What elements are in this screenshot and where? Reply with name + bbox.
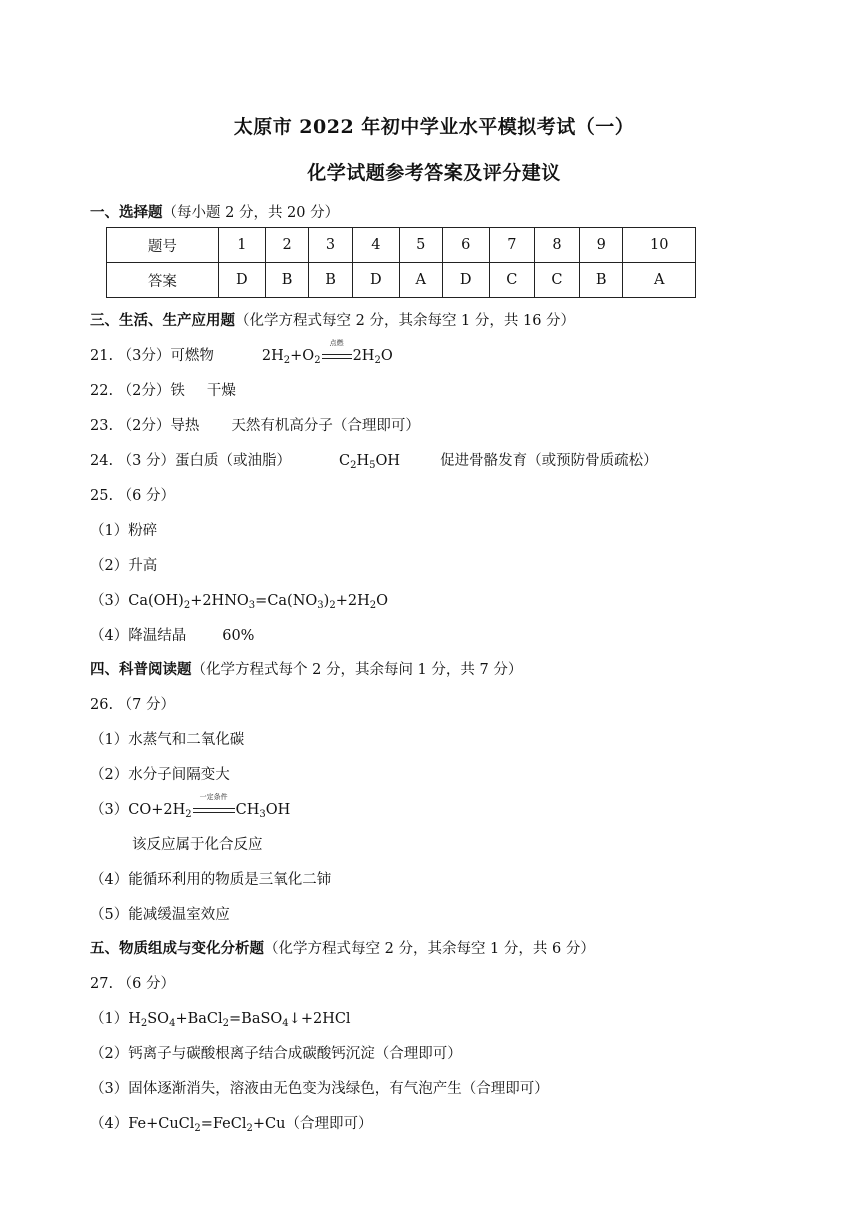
section-3-heading xyxy=(90,309,575,330)
table-row-numbers xyxy=(107,228,696,263)
answer-cell: D xyxy=(442,263,489,298)
q25-part-1: （1）粉碎 xyxy=(90,523,158,539)
section-5-note: （化学方程式每空 2 分，其余每空 1 分，共 6 分） xyxy=(264,941,595,957)
answer-cell: D xyxy=(218,263,265,298)
section-5-title: 五、物质组成与变化分析题 xyxy=(90,940,264,957)
answer-table xyxy=(106,227,696,298)
q27-head: 27. （6 分） xyxy=(90,976,176,992)
q22-head: 22. （2分）铁 xyxy=(90,383,185,399)
q22-line xyxy=(90,379,236,400)
q25-part-3: $(3)Ca(OH)_2+2HNO_3=Ca(NO_3)_2+2H_2O$ xyxy=(90,593,389,611)
question-number: 6 xyxy=(442,228,489,263)
answer-cell: A xyxy=(399,263,442,298)
answer-cell: B xyxy=(309,263,352,298)
answer-cell: B xyxy=(580,263,623,298)
q25-part-2: （2）升高 xyxy=(90,558,158,574)
q24-formula: $C_2H_5OH$ xyxy=(339,453,401,471)
q26-part-2: （2）水分子间隔变大 xyxy=(90,767,230,783)
section-3-note: （化学方程式每空 2 分，其余每空 1 分，共 16 分） xyxy=(235,313,576,329)
question-number: 10 xyxy=(623,228,696,263)
answer-cell: C xyxy=(489,263,534,298)
q22-answer-2: 干燥 xyxy=(206,383,236,399)
condition-label: 点燃 xyxy=(329,339,344,347)
q27-part-4: （4）Fe+CuCl$_2$=FeCl$_2$+Cu（合理即可） xyxy=(90,1116,373,1134)
section-4-note: （化学方程式每个 2 分，其余每问 1 分，共 7 分） xyxy=(191,662,523,678)
q26-part-3-note: 该反应属于化合反应 xyxy=(132,837,263,853)
row-label-number: 题号 xyxy=(107,228,219,263)
q26-part-5: （5）能减缓温室效应 xyxy=(90,907,230,923)
q26-head: 26. （7 分） xyxy=(90,697,176,713)
q23-line xyxy=(90,414,420,435)
q24-head: 24. （3 分）蛋白质（或油脂） xyxy=(90,453,292,469)
exam-subtitle: 化学试题参考答案及评分建议 xyxy=(307,162,561,184)
condition-label: 一定条件 xyxy=(199,793,228,801)
question-number: 3 xyxy=(309,228,352,263)
q26-part-4: （4）能循环利用的物质是三氧化二铈 xyxy=(90,872,332,888)
q25-head: 25. （6 分） xyxy=(90,488,176,504)
answer-cell: D xyxy=(352,263,399,298)
q27-part-2: （2）钙离子与碳酸根离子结合成碳酸钙沉淀（合理即可） xyxy=(90,1046,462,1062)
section-4-heading xyxy=(90,658,522,679)
reaction-condition-arrow xyxy=(193,793,235,818)
section-1-heading xyxy=(90,201,339,222)
question-number: 7 xyxy=(489,228,534,263)
section-4-title: 四、科普阅读题 xyxy=(90,661,192,678)
reaction-condition-arrow xyxy=(322,339,352,364)
q25-part-4: （4）降温结晶 60% xyxy=(90,628,255,644)
section-1-note: （每小题 2 分，共 20 分） xyxy=(162,205,340,221)
exam-title: 太原市 2022 年初中学业水平模拟考试（一） xyxy=(233,116,635,138)
q23-head: 23. （2分）导热 xyxy=(90,418,200,434)
answer-cell: C xyxy=(534,263,579,298)
answer-cell: A xyxy=(623,263,696,298)
answer-cell: B xyxy=(265,263,308,298)
q24-answer-3: 促进骨骼发育（或预防骨质疏松） xyxy=(440,453,658,469)
question-number: 9 xyxy=(580,228,623,263)
question-number: 1 xyxy=(218,228,265,263)
q21-equation: $2H_2+O_2$ 点燃 $2H_2O$ xyxy=(261,339,393,366)
q21-line xyxy=(90,339,393,366)
question-number: 4 xyxy=(352,228,399,263)
question-number: 5 xyxy=(399,228,442,263)
section-3-title: 三、生活、生产应用题 xyxy=(90,312,235,329)
row-label-answer: 答案 xyxy=(107,263,219,298)
q21-head: 21. （3分）可燃物 xyxy=(90,348,214,364)
q26-part-3: $(3)CO+2H_2$ 一定条件 $CH_3OH$ xyxy=(90,793,291,820)
table-row-answers xyxy=(107,263,696,298)
q27-part-3: （3）固体逐渐消失，溶液由无色变为浅绿色，有气泡产生（合理即可） xyxy=(90,1081,549,1097)
question-number: 8 xyxy=(534,228,579,263)
q27-part-1: $(1)H_2SO_4+BaCl_2=BaSO_4↓+2HCl$ xyxy=(90,1011,351,1029)
q23-answer-2: 天然有机高分子（合理即可） xyxy=(231,418,420,434)
section-5-heading xyxy=(90,937,595,958)
section-1-title: 一、选择题 xyxy=(90,204,163,221)
question-number: 2 xyxy=(265,228,308,263)
q26-part-1: （1）水蒸气和二氧化碳 xyxy=(90,732,245,748)
q24-line xyxy=(90,449,658,470)
